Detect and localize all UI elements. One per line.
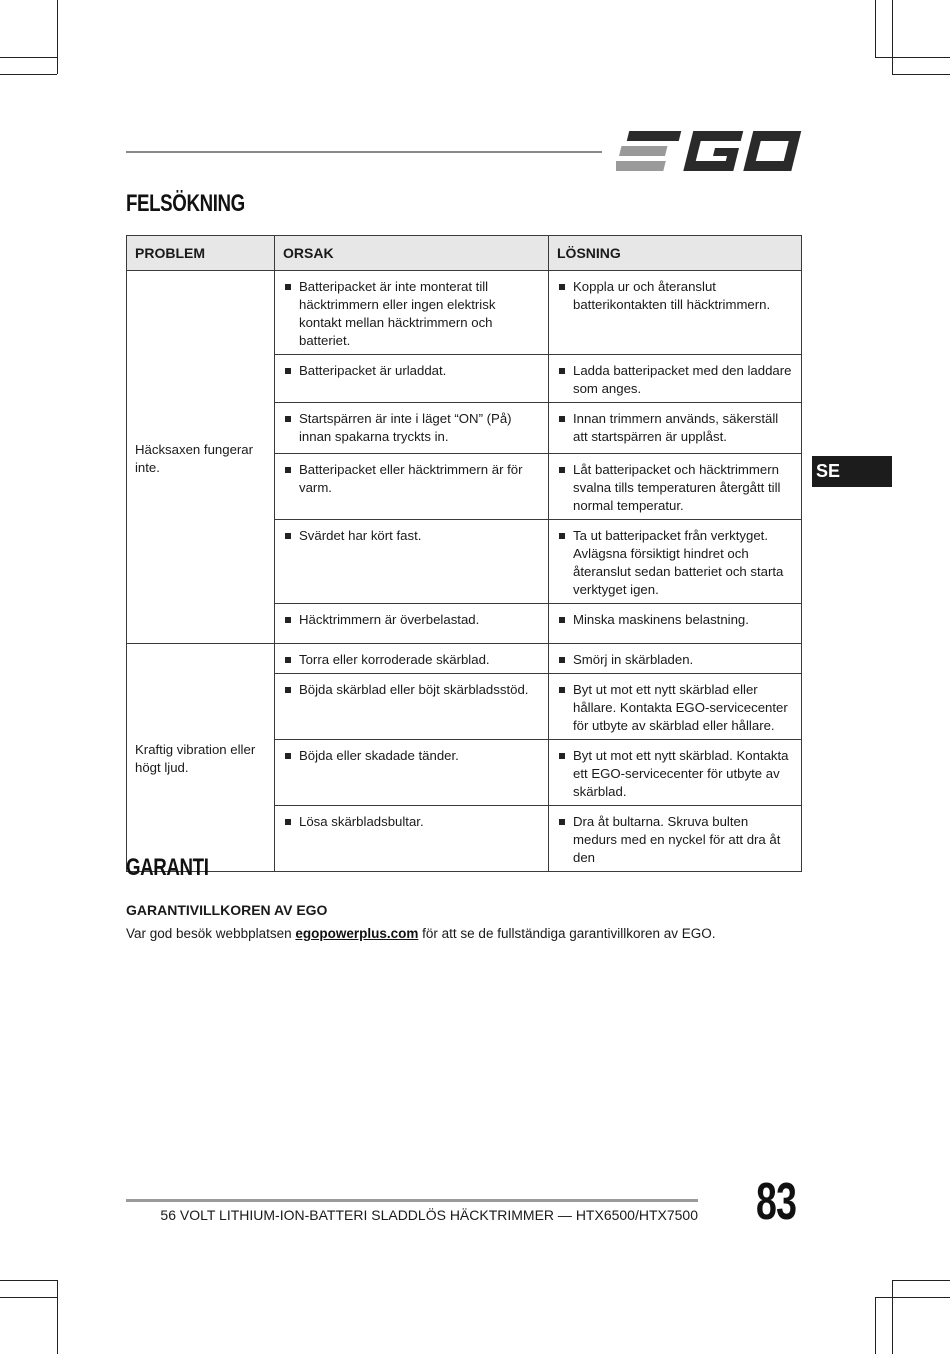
cause-text: Batteripacket eller häcktrimmern är för varm. (283, 461, 540, 497)
solution-text: Byt ut mot ett nytt skärblad. Kontakta ett EGO-servicecenter för utbyte av skärblad. (557, 747, 793, 801)
crop-mark (875, 0, 876, 57)
crop-mark (0, 1297, 57, 1298)
solution-text: Byt ut mot ett nytt skärblad eller hållare. Kontakta EGO-servicecenter för utbyte av skärblad eller hållare. (557, 681, 793, 735)
crop-mark (0, 74, 57, 75)
solution-text: Koppla ur och återanslut batterikontakten till häcktrimmern. (557, 278, 793, 314)
cause-cell (275, 806, 549, 872)
cause-text: Torra eller korroderade skärblad. (283, 651, 540, 669)
ego-logo (616, 128, 802, 174)
table-row (127, 644, 802, 674)
cause-cell (275, 740, 549, 806)
solution-cell (549, 454, 802, 520)
crop-mark (0, 57, 57, 58)
cause-text: Lösa skärbladsbultar. (283, 813, 540, 831)
cause-text: Böjda skärblad eller böjt skärbladsstöd. (283, 681, 540, 699)
footer-text: 56 VOLT LITHIUM-ION-BATTERI SLADDLÖS HÄCKTRIMMER — HTX6500/HTX7500 (160, 1207, 698, 1223)
cause-cell (275, 604, 549, 644)
cause-cell (275, 644, 549, 674)
solution-text: Dra åt bultarna. Skruva bulten medurs med en nyckel för att dra åt den (557, 813, 793, 867)
cause-cell (275, 355, 549, 403)
solution-cell (549, 355, 802, 403)
warranty-text-before: Var god besök webbplatsen (126, 926, 296, 941)
header-problem: PROBLEM (127, 236, 275, 271)
cause-text: Häcktrimmern är överbelastad. (283, 611, 540, 629)
header-solution: LÖSNING (549, 236, 802, 271)
language-tab: SE (812, 456, 892, 487)
crop-mark (892, 74, 950, 75)
solution-text: Innan trimmern används, säkerställ att startspärren är upplåst. (557, 410, 793, 446)
troubleshooting-title: FELSÖKNING (126, 190, 245, 217)
cause-text: Batteripacket är urladdat. (283, 362, 540, 380)
problem-cell: Häcksaxen fungerar inte. (127, 271, 275, 644)
solution-text: Låt batteripacket och häcktrimmern svalna tills temperaturen återgått till normal temperatur. (557, 461, 793, 515)
cause-cell (275, 674, 549, 740)
solution-cell (549, 604, 802, 644)
cause-text: Batteripacket är inte monterat till häcktrimmern eller ingen elektrisk kontakt mellan häcktrimmern och batteriet. (283, 278, 540, 350)
solution-text: Ta ut batteripacket från verktyget. Avlägsna försiktigt hindret och återanslut sedan batteriet och starta verktyget igen. (557, 527, 793, 599)
warranty-text-after: för att se de fullständiga garantivillkoren av EGO. (418, 926, 716, 941)
header-cause: ORSAK (275, 236, 549, 271)
cause-text: Startspärren är inte i läget “ON” (På) innan spakarna tryckts in. (283, 410, 540, 446)
solution-text: Minska maskinens belastning. (557, 611, 793, 629)
cause-text: Böjda eller skadade tänder. (283, 747, 540, 765)
cause-cell (275, 454, 549, 520)
footer-rule (126, 1199, 698, 1202)
warranty-subtitle: GARANTIVILLKOREN AV EGO (126, 902, 328, 918)
cause-cell (275, 403, 549, 454)
solution-cell (549, 271, 802, 355)
crop-mark (57, 0, 58, 74)
header-rule (126, 151, 602, 153)
crop-mark (875, 1297, 950, 1298)
warranty-text (126, 926, 716, 941)
table-row (127, 271, 802, 355)
cause-cell (275, 520, 549, 604)
page-number: 83 (756, 1173, 797, 1231)
crop-mark (892, 0, 893, 74)
solution-text: Ladda batteripacket med den laddare som anges. (557, 362, 793, 398)
crop-mark (875, 57, 950, 58)
problem-cell: Kraftig vibration eller högt ljud. (127, 644, 275, 872)
solution-cell (549, 644, 802, 674)
crop-mark (57, 1280, 58, 1354)
solution-text: Smörj in skärbladen. (557, 651, 793, 669)
crop-mark (892, 1280, 950, 1281)
solution-cell (549, 674, 802, 740)
cause-text: Svärdet har kört fast. (283, 527, 540, 545)
warranty-title: GARANTI (126, 854, 209, 881)
crop-mark (892, 1280, 893, 1354)
solution-cell (549, 403, 802, 454)
solution-cell (549, 740, 802, 806)
warranty-link[interactable]: egopowerplus.com (295, 926, 419, 941)
cause-cell (275, 271, 549, 355)
troubleshooting-table (126, 235, 802, 872)
solution-cell (549, 806, 802, 872)
solution-cell (549, 520, 802, 604)
crop-mark (875, 1297, 876, 1354)
table-header-row (127, 236, 802, 271)
crop-mark (0, 1280, 57, 1281)
